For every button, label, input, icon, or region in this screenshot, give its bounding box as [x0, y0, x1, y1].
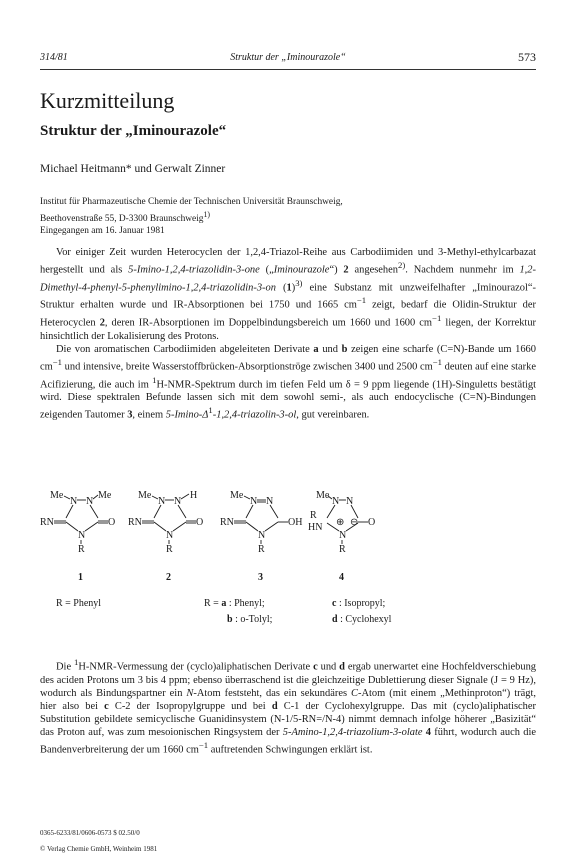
text-run: c [104, 700, 109, 712]
running-title: Struktur der „Iminourazole“ [230, 52, 346, 63]
affiliation-line: Institut für Pharmazeutische Chemie der Technischen Universität Braunschweig, [40, 197, 343, 207]
doi-code: 0365-6233/81/0606-0573 $ 02.50/0 [40, 829, 140, 837]
text-run: -1,2,4-triazolin-3-ol [212, 409, 297, 421]
text-run: , deren IR-Absorptionen im Doppelbindungsbereich um 1660 und 1600 cm [104, 317, 433, 329]
atom-label: N [174, 496, 182, 507]
text-run: −1 [356, 295, 367, 306]
atom-label: N [86, 496, 94, 507]
text-run: zeigen eine scharfe (C=N)-Bande um 1660 cm [40, 343, 536, 373]
text-run: “) [329, 264, 344, 276]
text-run: , gut vereinbaren. [296, 409, 370, 421]
paragraph-2 [40, 343, 536, 422]
text-run: eine Substanz mit unzweifelhafter „Iminourazol“-Struktur erhalten wurde und IR-Absorptionen bei 1750 und 1665 cm [40, 282, 536, 311]
atom-label: H [190, 490, 198, 501]
article-title: Struktur der „Iminourazole“ [40, 123, 227, 139]
structure-3 [220, 490, 302, 555]
text-run: C [351, 687, 358, 699]
text-run: -Atom (mit einem „Methinproton“) trägt, hier also bei [40, 687, 536, 712]
page-number: 573 [518, 50, 536, 64]
structure-1 [40, 490, 115, 555]
text-run: zeigt, bedarf die Olidin-Struktur der Heterocyclen [40, 299, 536, 329]
affiliation-address: Beethovenstraße 55, D-3300 Braunschweig$^{1)}$ [40, 209, 211, 224]
atom-label: RN [220, 517, 234, 528]
body-text-bottom [40, 656, 536, 757]
atom-label: N [250, 496, 258, 507]
atom-label: N [166, 530, 174, 541]
text-run: 1,2-Dimethyl-4-phenyl-5-phenylimino-1,2,4-triazolidin-3-on [40, 264, 536, 294]
compound-label-4: 4 [339, 572, 344, 583]
atom-label: R [78, 544, 85, 555]
substituent-definition-1: R = Phenyl [56, 598, 102, 609]
text-run: −1 [432, 313, 442, 324]
atom-label: ⊕ [336, 517, 345, 528]
text-run: a [313, 343, 319, 355]
text-run: („ [259, 264, 274, 276]
atom-label: R [339, 544, 346, 555]
compound-label-2: 2 [166, 572, 171, 583]
text-run: ergab unerwartet eine Hochfeldverschiebung des aciden Protons um 3 bis 4 ppm; ebenso überraschend ist die gleichzeitige Dublettierung dieser Signale (J = 9 Hz), wodurch als Bindungspartner ein [40, 661, 537, 699]
text-run: b [341, 343, 348, 355]
atom-label: N [332, 496, 340, 507]
atom-label: HN [308, 522, 323, 533]
atom-label: RN [128, 517, 142, 528]
structure-2 [128, 490, 203, 555]
atom-label: O [368, 517, 376, 528]
atom-label: Me [50, 490, 64, 501]
text-run: c [313, 661, 318, 673]
section-title: Kurzmitteilung [40, 88, 175, 113]
text-run: liegen, der Korrektur hinsichtlich der Lokalisierung des Protons. [40, 317, 537, 342]
text-run: 1 [286, 282, 292, 294]
atom-label: Me [230, 490, 244, 501]
text-run: , einem [132, 409, 166, 421]
received-date: Eingegangen am 16. Januar 1981 [40, 226, 165, 237]
text-run: 2 [99, 317, 105, 329]
text-run: Die von aromatischen Carbodiimiden abgeleiteten Derivate [56, 343, 314, 355]
text-run: 3 [127, 409, 133, 421]
atom-label: N [70, 496, 78, 507]
atom-label: N [339, 530, 347, 541]
atom-label: R [166, 544, 173, 555]
text-run: 1 [152, 374, 157, 385]
text-run: C-1 der Cyclohexylgruppe. Das mit (cyclo)aliphatischer Substitution gebildete semicyclische Guanidinsystem (N-1/5-RN=/N-4) nimmt demnach infolge höherer „Basizität“ das Proton auf, was zum mesoionischen Ringsystem der [40, 700, 537, 739]
substituent-definition-c: c : Isopropyl; [332, 598, 386, 609]
journal-issue-code: 314/81 [40, 52, 68, 63]
copyright-line: © Verlag Chemie GmbH, Weinheim 1981 [40, 845, 158, 853]
substituent-definition-a: R = a : Phenyl; [204, 598, 265, 609]
author-list: Michael Heitmann* und Gerwalt Zinner [40, 163, 226, 175]
atom-label: R [310, 510, 317, 521]
text-run: . Nachdem nunmehr im [405, 264, 520, 276]
text-run: d [339, 661, 345, 673]
footnote-ref: 1) [203, 209, 211, 219]
compound-label-1: 1 [78, 572, 83, 583]
atom-label: N [258, 530, 266, 541]
atom-label: O [108, 517, 116, 528]
text-run: H-NMR-Spektrum durch im tiefen Feld um δ = 9 ppm liegende (1H)-Singuletts bestätigt wird. Diese spektralen Befunde lassen sich mit dem sowohl semi-, als auch endocyclische (C=N)-Bindungen zeigenden Tautomer [40, 379, 537, 421]
atom-label: Me [98, 490, 112, 501]
atom-label: N [78, 530, 86, 541]
structure-4 [308, 490, 375, 555]
paragraph-3 [40, 656, 536, 757]
substituent-definition-d: d : Cyclohexyl [332, 614, 392, 625]
atom-label: O [196, 517, 204, 528]
text-run: 5-Amino-1,2,4-triazolium-3-olate [282, 727, 423, 739]
text-run: angesehen [348, 264, 398, 276]
atom-label: R [258, 544, 265, 555]
body-text-top [40, 246, 536, 422]
atom-label: N [346, 496, 354, 507]
text-run: Iminourazole [273, 264, 330, 276]
header-rule [40, 69, 536, 70]
text-run: und [317, 661, 340, 673]
text-run: ) [291, 282, 296, 294]
atom-label: Me [138, 490, 152, 501]
substituent-definition-b: b : o-Tolyl; [227, 614, 273, 625]
text-run: C-2 der Isopropylgruppe und bei [108, 700, 272, 712]
atom-label: N [158, 496, 166, 507]
text-run: auftretenden Schwingungen erklärt ist. [208, 744, 373, 756]
text-run: 2 [343, 264, 349, 276]
text-run: deuten auf eine starke Acifizierung, die auch im [40, 361, 536, 391]
running-header [40, 52, 536, 68]
text-run: 3) [295, 277, 303, 288]
atom-label: OH [288, 517, 303, 528]
text-run: −1 [198, 740, 209, 751]
text-run: 1 [208, 405, 213, 416]
text-run: d [271, 700, 278, 712]
text-run: führt, wodurch auch die Bandenverbreiterung der um 1660 cm [40, 727, 537, 756]
text-run: Die [56, 661, 74, 673]
atom-label: Me [316, 490, 330, 501]
text-run: −1 [52, 357, 63, 368]
structure-drawing [40, 478, 536, 578]
text-run: und [318, 343, 342, 355]
text-run: -Atom feststeht, das ein sekundäres [193, 687, 352, 699]
affiliation-block [40, 196, 540, 238]
text-run: H-NMR-Vermessung der (cyclo)aliphatischen Derivate [78, 661, 314, 673]
text-run: 5-Imino-Δ [165, 409, 209, 421]
text-run: ( [275, 282, 287, 294]
text-run: 4 [425, 727, 432, 739]
text-run: 5-Imino-1,2,4-triazolidin-3-one [128, 264, 260, 276]
text-run: Vor einiger Zeit wurden Heterocyclen der 1,2,4-Triazol-Reihe aus Carbodiimiden und 3-Methyl-ethylcarbazat hergestellt und als [40, 247, 536, 276]
text-run: −1 [432, 357, 442, 368]
structure-scheme [40, 478, 536, 578]
atom-label: RN [40, 517, 54, 528]
paragraph-1 [40, 246, 536, 343]
text-run: und intensive, breite Wasserstoffbrücken-Absorptionströge zwischen 3400 und 2500 cm [62, 361, 433, 373]
atom-label: ⊖ [350, 517, 359, 528]
compound-label-3: 3 [258, 572, 263, 583]
atom-label: N [266, 496, 274, 507]
text-run: 1 [73, 657, 79, 667]
text-run: N [186, 687, 194, 699]
text-run: 2) [397, 260, 406, 271]
